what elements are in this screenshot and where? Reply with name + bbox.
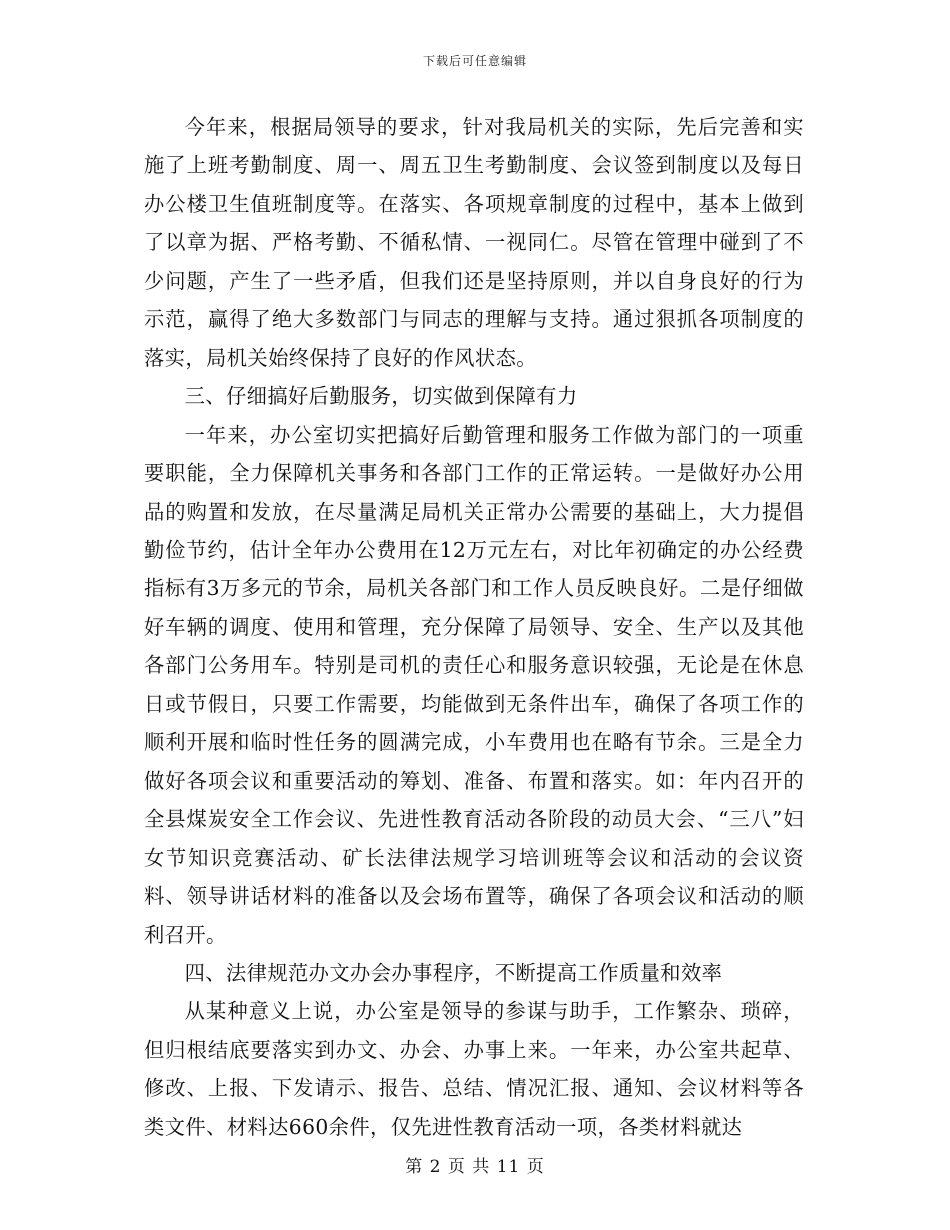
- section-heading-procedures: 四、法律规范办文办会办事程序，不断提高工作质量和效率: [184, 960, 723, 985]
- paragraph-logistics: 一年来，办公室切实把搞好后勤管理和服务工作做为部门的一项重要职能，全力保障机关事务和各部门工作的正常运转。一是做好办公用品的购置和发放，在尽量满足局机关正常办公需要的基础上，大力提倡勤俭节约，估计全年办公费用在12万元左右，对比年初确定的办公经费指标有3万多元的节余，局机关各部门和工作人员反映良好。二是仔细做好车辆的调度、使用和管理，充分保障了局领导、安全、生产以及其他各部门公务用车。特别是司机的责任心和服务意识较强，无论是在休息日或节假日，只要工作需要，均能做到无条件出车，确保了各项工作的顺利开展和临时性任务的圆满完成，小车费用也在略有节余。三是全力做好各项会议和重要活动的筹划、准备、布置和落实。如：年内召开的全县煤炭安全工作会议、先进性教育活动各阶段的动员大会、“三八”妇女节知识竞赛活动、矿长法律法规学习培训班等会议和活动的会议资料、领导讲话材料的准备以及会场布置等，确保了各项会议和活动的顺利召开。: [144, 422, 804, 947]
- paragraph-rules-implementation: 今年来，根据局领导的要求，针对我局机关的实际，先后完善和实施了上班考勤制度、周一、周五卫生考勤制度、会议签到制度以及每日办公楼卫生值班制度等。在落实、各项规章制度的过程中，基本上做到了以章为据、严格考勤、不循私情、一视同仁。尽管在管理中碰到了不少问题，产生了一些矛盾，但我们还是坚持原则，并以自身良好的行为示范，赢得了绝大多数部门与同志的理解与支持。通过狠抓各项制度的落实，局机关始终保持了良好的作风状态。: [144, 115, 804, 370]
- section-heading-logistics: 三、仔细搞好后勤服务，切实做到保障有力: [184, 384, 578, 409]
- paragraph-procedures: 从某种意义上说，办公室是领导的参谋与助手，工作繁杂、琐碎，但归根结底要落实到办文、办会、办事上来。一年来，办公室共起草、修改、上报、下发请示、报告、总结、情况汇报、通知、会议材料等各类文件、材料达660余件，仅先进性教育活动一项，各类材料就达: [144, 999, 804, 1139]
- page-number: 第 2 页 共 11 页: [405, 1157, 545, 1177]
- document-body: [144, 108, 804, 1146]
- page-header: 下载后可任意编辑: [422, 54, 527, 68]
